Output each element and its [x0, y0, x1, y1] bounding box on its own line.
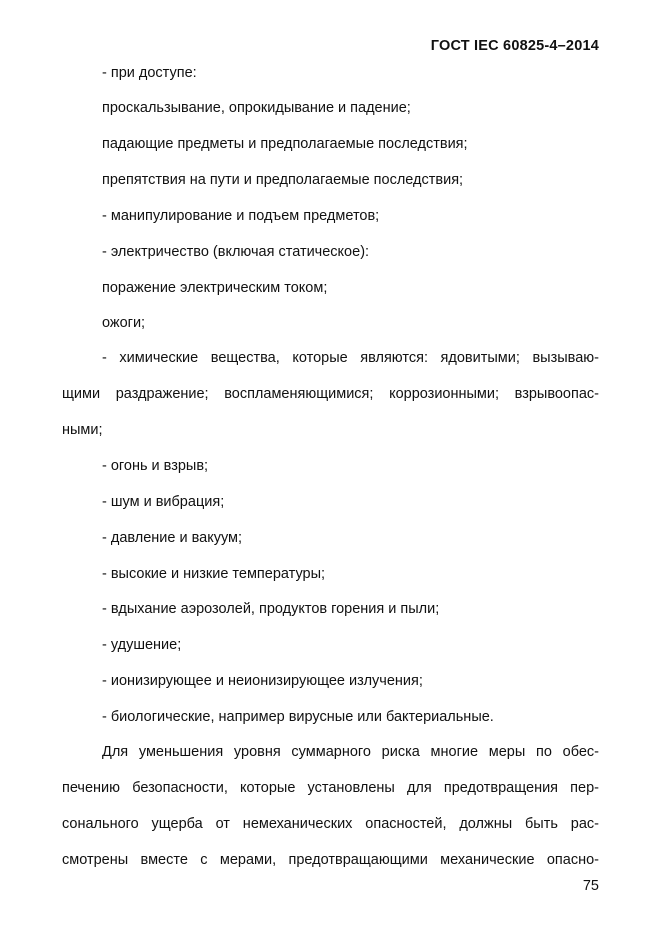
list-item: - высокие и низкие температуры;: [102, 566, 326, 582]
chemical-paragraph-line: ными;: [62, 422, 103, 438]
chemical-paragraph-line: - химические вещества, которые являются: ядовитыми; вызываю-: [102, 350, 599, 366]
list-item: - ионизирующее и неионизирующее излучения;: [102, 673, 423, 689]
list-item: - при доступе:: [102, 65, 197, 81]
list-item: падающие предметы и предполагаемые последствия;: [102, 136, 468, 152]
chemical-paragraph-line: щими раздражение; воспламеняющимися; коррозионными; взрывоопас-: [62, 386, 599, 402]
list-item: - биологические, например вирусные или бактериальные.: [102, 709, 494, 725]
list-item: препятствия на пути и предполагаемые последствия;: [102, 172, 464, 188]
list-item: - шум и вибрация;: [102, 494, 225, 510]
list-item: - манипулирование и подъем предметов;: [102, 208, 380, 224]
list-item: - электричество (включая статическое):: [102, 244, 370, 260]
page-header: ГОСТ IEC 60825-4–2014: [430, 38, 599, 54]
list-item: - давление и вакуум;: [102, 530, 243, 546]
list-item: - удушение;: [102, 637, 182, 653]
list-item: - огонь и взрыв;: [102, 458, 209, 474]
closing-paragraph-line: печению безопасности, которые установлены для предотвращения пер-: [62, 780, 599, 796]
list-item: проскальзывание, опрокидывание и падение;: [102, 100, 411, 116]
list-item: - вдыхание аэрозолей, продуктов горения и пыли;: [102, 601, 440, 617]
page-number: 75: [582, 878, 599, 894]
closing-paragraph-line: сонального ущерба от немеханических опасностей, должны быть рас-: [62, 816, 599, 832]
closing-paragraph-line: смотрены вместе с мерами, предотвращающими механические опасно-: [62, 852, 599, 868]
list-item: поражение электрическим током;: [102, 280, 328, 296]
list-item: ожоги;: [102, 315, 146, 331]
closing-paragraph-line: Для уменьшения уровня суммарного риска многие меры по обес-: [102, 744, 599, 760]
